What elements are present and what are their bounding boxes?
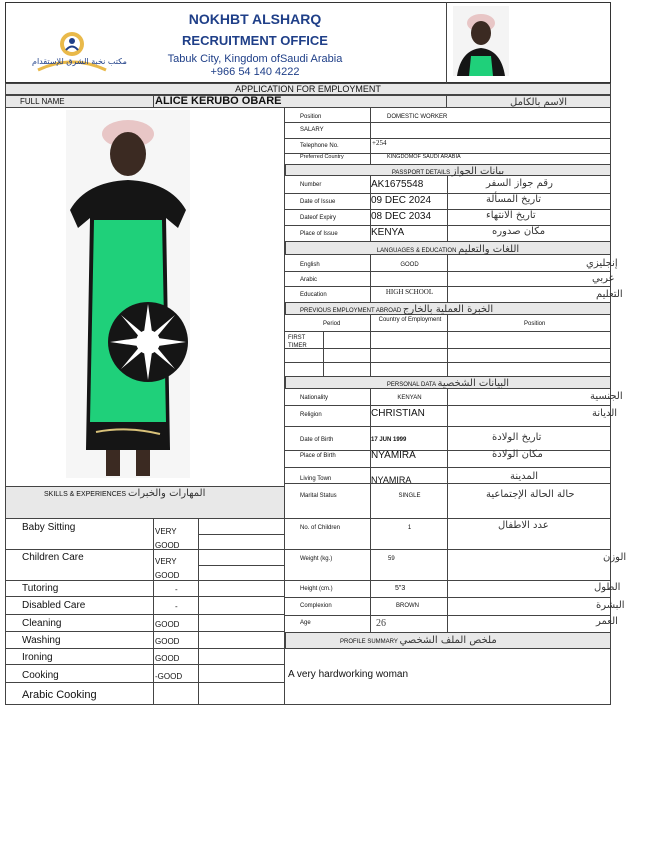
passport-header: PASSPORT DETAILS بيانات الجواز (391, 166, 505, 177)
personal-ar: العمر (596, 616, 618, 627)
personal-label: Complexion (300, 603, 332, 609)
skills-header: SKILLS & EXPERIENCES المهارات والخبرات (44, 488, 206, 499)
language-value: GOOD (400, 262, 419, 268)
personal-value: 5"3 (395, 585, 406, 592)
personal-ar: تاريخ الولادة (492, 432, 542, 443)
language-label: Arabic (300, 277, 318, 283)
profile-text: A very hardworking woman (288, 669, 409, 680)
skill-label: Tutoring (22, 583, 59, 594)
language-label: English (300, 262, 320, 268)
languages-header: LANGUAGES & EDUCATION اللغات والتعليم (376, 244, 520, 255)
skill-label: Arabic Cooking (22, 689, 97, 701)
personal-value: BROWN (396, 603, 419, 609)
skill-value: - (175, 585, 178, 594)
personal-value: 1 (407, 525, 412, 531)
passport-ar: تاريخ المسألة (486, 194, 542, 205)
personal-label: Religion (300, 412, 322, 418)
application-title: APPLICATION FOR EMPLOYMENT (235, 84, 381, 94)
position-value: DOMESTIC WORKER (387, 114, 448, 120)
passport-ar: تاريخ الانتهاء (486, 210, 536, 221)
personal-ar: الجنسية (590, 391, 623, 402)
country-label: Preferred Country (300, 154, 344, 160)
passport-value: 09 DEC 2024 (371, 195, 432, 206)
passport-label: Number (300, 182, 322, 188)
personal-ar: حالة الحالة الإجتماعية (486, 489, 575, 500)
skill-label: Cooking (22, 670, 59, 681)
personal-ar: مكان الولادة (492, 449, 543, 460)
personal-label: Nationality (300, 395, 329, 401)
personal-value: NYAMIRA (371, 450, 416, 461)
personal-value: NYAMIRA (371, 475, 412, 485)
personal-ar: الوزن (603, 552, 627, 563)
full-name-label: FULL NAME (20, 97, 65, 106)
logo-text: مكتب نخبة الشرق للإستقدام (32, 57, 127, 66)
language-ar: عربي (592, 273, 615, 284)
personal-value: 17 JUN 1999 (371, 437, 407, 443)
personal-label: Weight (kg.) (300, 556, 333, 562)
language-value: HIGH SCHOOL (385, 288, 434, 296)
skill-label: Baby Sitting (22, 522, 76, 533)
personal-ar: الديانة (592, 408, 618, 419)
telephone-label: Telephone No. (300, 143, 339, 149)
passport-ar: مكان صدوره (492, 226, 546, 237)
skill-label: Washing (22, 635, 61, 646)
personal-label: No. of Children (300, 525, 341, 531)
personal-label: Place of Birth (300, 453, 336, 459)
previous-header: PREVIOUS EMPLOYMENT ABROAD الخبرة العملية بالخارج (300, 304, 494, 315)
company-name: NOKHBT ALSHARQ (188, 11, 322, 27)
city-line: Tabuk City, Kingdom ofSaudi Arabia (167, 53, 343, 65)
previous-col-period: Period (323, 321, 341, 327)
language-ar: إنجليزي (586, 258, 618, 269)
company-logo (32, 30, 127, 78)
skill-label: Cleaning (22, 618, 62, 629)
telephone-value: +254 (372, 139, 387, 147)
personal-value: CHRISTIAN (371, 408, 425, 419)
salary-label: SALARY (300, 127, 324, 133)
personal-ar: عدد الاطفال (498, 520, 549, 531)
full-name-value: ALICE KERUBO OBARE (155, 95, 282, 107)
skill-value: -GOOD (155, 672, 183, 681)
personal-label: Date of Birth (300, 437, 334, 443)
language-ar: التعليم (596, 289, 623, 300)
personal-value: KENYAN (397, 395, 422, 401)
personal-label: Marital Status (300, 493, 337, 499)
passport-value: KENYA (371, 227, 405, 238)
personal-header: PERSONAL DATA البيانات الشخصية (386, 378, 510, 389)
skill-value: - (175, 602, 178, 611)
portrait-full (66, 110, 190, 478)
personal-ar: البشرة (596, 600, 625, 611)
first-timer: FIRST TIMER (288, 335, 307, 349)
passport-value: AK1675548 (371, 179, 424, 190)
previous-col-country: Country of Employment (378, 317, 442, 323)
personal-ar: الطول (594, 582, 621, 593)
skill-value: VERY GOOD (155, 527, 180, 550)
position-label: Position (300, 114, 322, 120)
portrait-small (453, 6, 509, 76)
passport-value: 08 DEC 2034 (371, 211, 432, 222)
previous-col-position: Position (524, 321, 546, 327)
skill-label: Ironing (22, 652, 53, 663)
skill-label: Children Care (22, 552, 84, 563)
languages-table (285, 255, 623, 302)
office-title: RECRUITMENT OFFICE (182, 33, 328, 48)
skill-value: VERY GOOD (155, 557, 180, 580)
passport-label: Date of Issue (300, 199, 336, 205)
full-name-ar: الاسم بالكامل (510, 97, 568, 108)
passport-label: Place of Issue (300, 231, 338, 237)
profile-header: PROFILE SUMMARY ملخص الملف الشخصي (340, 635, 497, 646)
phone-line: +966 54 140 4222 (210, 66, 300, 78)
skill-value: GOOD (155, 620, 180, 629)
skill-label: Disabled Care (22, 600, 86, 611)
personal-label: Height (cm.) (300, 586, 333, 592)
passport-label: Dateof Expiry (300, 215, 337, 221)
language-label: Education (300, 292, 327, 298)
personal-ar: المدينة (510, 471, 539, 482)
passport-ar: رقم جواز السفر (486, 178, 553, 189)
personal-label: Living Town (300, 476, 332, 482)
country-value: KINGDOMOF SAUDI ARABIA (387, 154, 461, 160)
skill-value: GOOD (155, 654, 180, 663)
personal-value: 26 (376, 618, 386, 629)
personal-value: SINGLE (398, 493, 421, 499)
skill-value: GOOD (155, 637, 180, 646)
personal-value: 59 (388, 556, 395, 562)
personal-label: Age (300, 620, 311, 626)
